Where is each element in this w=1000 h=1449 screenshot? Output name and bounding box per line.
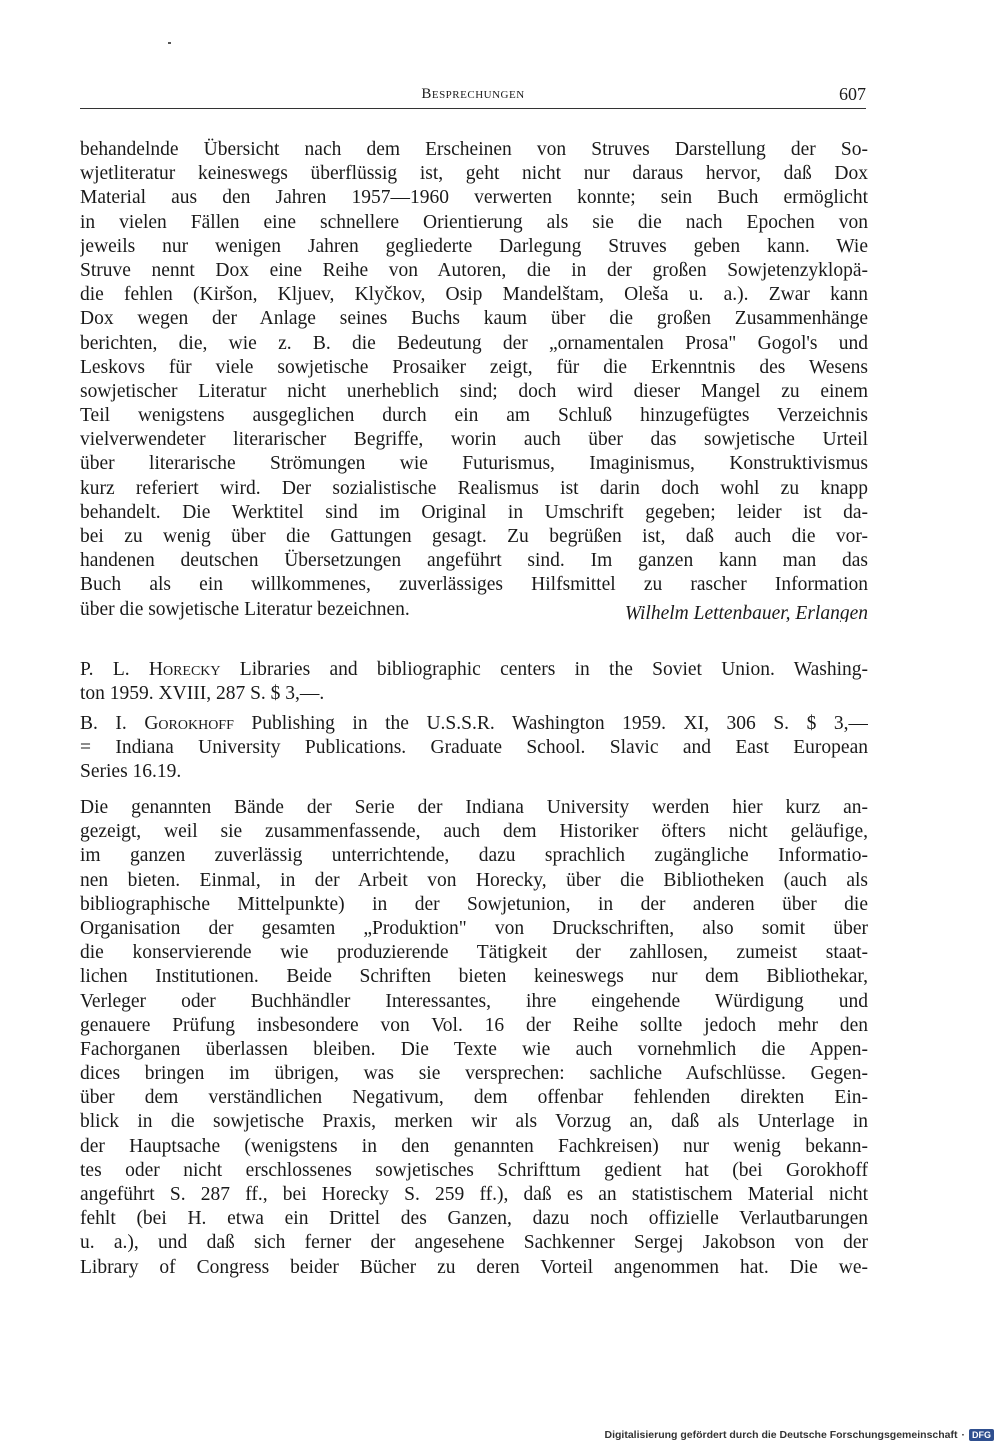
text-line: über literarische Strömungen wie Futurismus, Imaginismus, Konstruktivismus [80, 453, 868, 475]
text-line: blick in die sowjetische Praxis, merken wir als Vorzug an, daß als Unterlage in [80, 1111, 868, 1133]
text-line: Fachorganen überlassen bleiben. Die Texte wie auch vornehmlich die Appen- [80, 1038, 868, 1060]
last-line-text: über die sowjetische Literatur bezeichnen. [80, 598, 410, 620]
entry-author: P. L. Horecky [80, 659, 221, 680]
text-line: dices bringen im übrigen, was sie versprechen: sachliche Aufschlüsse. Gegen- [80, 1063, 868, 1085]
text-line: u. a.), und daß sich ferner der angesehene Sachkenner Sergej Jakobson von der [80, 1232, 868, 1254]
text-line: kurz referiert wird. Der sozialistische Realismus ist darin doch wohl zu knapp [80, 477, 868, 499]
text-line: Material aus den Jahren 1957—1960 verwerten konnte; sein Buch ermöglicht [80, 187, 868, 209]
text-line: angeführt S. 287 ff., bei Horecky S. 259 ff.), daß es an statistischem Material nicht [80, 1184, 868, 1205]
entry-author: B. I. Gorokhoff [80, 713, 234, 734]
text-line: über dem verständlichen Negativum, dem offenbar fehlenden direkten Ein- [80, 1087, 868, 1109]
text-line: bei zu wenig über die Gattungen gesagt. Zu begrüßen ist, daß auch die vor- [80, 526, 868, 547]
running-header [80, 86, 866, 109]
text-line: handenen deutschen Übersetzungen angeführt sind. Im ganzen kann man das [80, 550, 868, 572]
page-number: 607 [839, 84, 866, 104]
text-line: gezeigt, weil sie zusammenfassende, auch dem Historiker öfters nicht geläufige, [80, 821, 868, 843]
text-line: nen bieten. Einmal, in der Arbeit von Horecky, über die Bibliotheken (auch als [80, 869, 868, 891]
text-line: lichen Institutionen. Beide Schriften bieten keineswegs nur dem Bibliothekar, [80, 966, 868, 988]
text-line: Struve nennt Dox eine Reihe von Autoren, die in der großen Sowjetenzyklopä- [80, 259, 868, 281]
reviewer-signature: Wilhelm Lettenbauer, Erlangen [624, 602, 868, 622]
text-line: Organisation der gesamten „Produktion" von Druckschriften, also somit über [80, 917, 868, 939]
text-line: in vielen Fällen eine schnellere Orientierung als sie die nach Epochen von [80, 211, 868, 233]
text-line: die konservierende wie produzierende Tätigkeit der zahllosen, zumeist staat- [80, 942, 868, 964]
footer-text: Digitalisierung gefördert durch die Deutsche Forschungsgemeinschaft [604, 1429, 958, 1441]
text-line: sowjetischer Literatur nicht unerheblich sind; doch wird dieser Mangel zu einem [80, 380, 868, 402]
entry-title: Libraries and bibliographic centers in the Soviet Union. Washing- [239, 659, 868, 680]
bibliographic-entry-gorokhoff [80, 712, 868, 785]
text-line: die fehlen (Kiršon, Kljuev, Klyčkov, Osip Mandelštam, Oleša u. a.). Zwar kann [80, 284, 868, 306]
text-line: wjetliteratur keineswegs überflüssig ist, geht nicht nur daraus hervor, daß Dox [80, 163, 868, 185]
entry-line [80, 712, 868, 736]
text-line: jeweils nur wenigen Jahren gegliederte Darlegung Struves geben kann. Wie [80, 235, 868, 257]
entry-title: Publishing in the U.S.S.R. Washington 1959. XI, 306 S. $ 3,— [251, 713, 868, 734]
text-line: bibliographische Mittelpunkte) in der Sowjetunion, in der anderen über die [80, 893, 868, 915]
text-line: tes oder nicht erschlossenes sowjetisches Schrifttum gedient hat (bei Gorokhoff [80, 1159, 868, 1181]
text-line: Buch als ein willkommenes, zuverlässiges Hilfsmittel zu rascher Information [80, 574, 868, 596]
text-line: Die genannten Bände der Serie der Indiana University werden hier kurz an- [80, 797, 868, 818]
text-line: behandelnde Übersicht nach dem Erscheinen von Struves Darstellung der So- [80, 139, 868, 160]
text-line: Teil wenigstens ausgeglichen durch ein am Schluß hinzugefügtes Verzeichnis [80, 405, 868, 427]
text-line: berichten, die, wie z. B. die Bedeutung der „ornamentalen Prosa" Gogol's und [80, 332, 868, 354]
entry-line: = Indiana University Publications. Graduate School. Slavic and East European [80, 737, 868, 759]
text-line: Verleger oder Buchhändler Interessantes, ihre eingehende Würdigung und [80, 990, 868, 1012]
text-line: behandelt. Die Werktitel sind im Original in Umschrift gegeben; leider ist da- [80, 501, 868, 523]
review-continuation [80, 138, 868, 622]
entry-line: Series 16.19. [80, 761, 182, 783]
entry-line: ton 1959. XVIII, 287 S. $ 3,—. [80, 683, 325, 705]
entry-line [80, 658, 868, 682]
text-line: genauere Prüfung insbesondere von Vol. 16 der Reihe sollte jedoch mehr den [80, 1014, 868, 1036]
header-title: Besprechungen [421, 86, 525, 102]
text-line: im ganzen zuverlässig unterrichtende, dazu sprachlich zugängliche Informatio- [80, 845, 868, 867]
text-line-last [80, 598, 868, 622]
review-body [80, 796, 868, 1280]
dfg-logo-icon: DFG [969, 1429, 994, 1441]
text-line: vielverwendeter literarischer Begriffe, worin auch über das sowjetische Urteil [80, 429, 868, 451]
text-line: der Hauptsache (wenigstens in den genannten Fachkreisen) nur wenig bekann- [80, 1135, 868, 1157]
scan-speck [168, 42, 171, 44]
text-line: Leskovs für viele sowjetische Prosaiker zeigt, für die Erkenntnis des Wesens [80, 356, 868, 378]
bibliographic-entry-horecky [80, 658, 868, 706]
text-line: fehlt (bei H. etwa ein Drittel des Ganzen, dazu noch offizielle Verlautbarungen [80, 1208, 868, 1230]
text-line: Library of Congress beider Bücher zu deren Vorteil angenommen hat. Die we- [80, 1256, 868, 1278]
digitization-footer: Digitalisierung gefördert durch die Deutsche Forschungsgemeinschaft · DFG [605, 1429, 994, 1441]
text-line: Dox wegen der Anlage seines Buchs kaum über die großen Zusammenhänge [80, 308, 868, 330]
